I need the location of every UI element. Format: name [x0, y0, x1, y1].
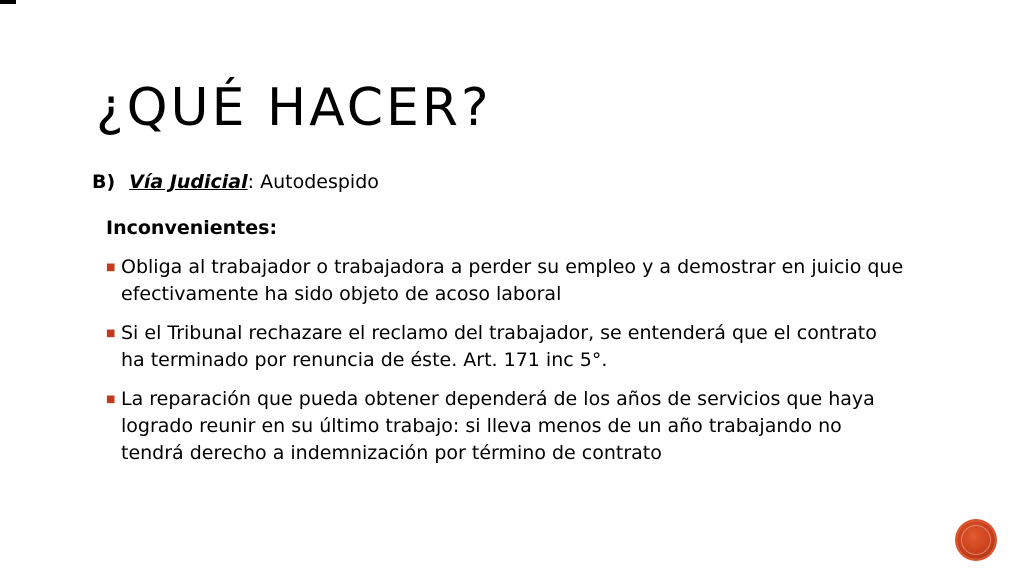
slide-title: ¿QUÉ HACER?: [96, 78, 492, 138]
bullet-text: Si el Tribunal rechazare el reclamo del trabajador, se entenderá que el contrato ha terminado por renuncia de éste. Art. 171 inc 5°.: [121, 322, 877, 371]
subtitle-letter: B): [92, 171, 116, 193]
square-bullet-icon: ■: [106, 328, 116, 339]
badge-ring: [961, 525, 991, 555]
square-bullet-icon: ■: [106, 262, 116, 273]
bullet-text: La reparación que pueda obtener dependerá de los años de servicios que haya logrado reunir en su último trabajo: si lleva menos de un año trabajando no tendrá derecho a indemnización por término de contrato: [121, 388, 875, 464]
bullet-list: [106, 254, 906, 479]
subtitle-via: Vía Judicial: [129, 171, 248, 193]
section-heading: Inconvenientes:: [106, 217, 278, 239]
subtitle-line: [92, 170, 379, 194]
subtitle-rest: : Autodespido: [247, 171, 379, 193]
bullet-item: [106, 254, 906, 308]
bullet-text: Obliga al trabajador o trabajadora a perder su empleo y a demostrar en juicio que efectivamente ha sido objeto de acoso laboral: [121, 256, 904, 305]
top-rule: [0, 0, 16, 4]
square-bullet-icon: ■: [106, 394, 116, 405]
bullet-item: [106, 386, 906, 467]
bullet-item: [106, 320, 906, 374]
